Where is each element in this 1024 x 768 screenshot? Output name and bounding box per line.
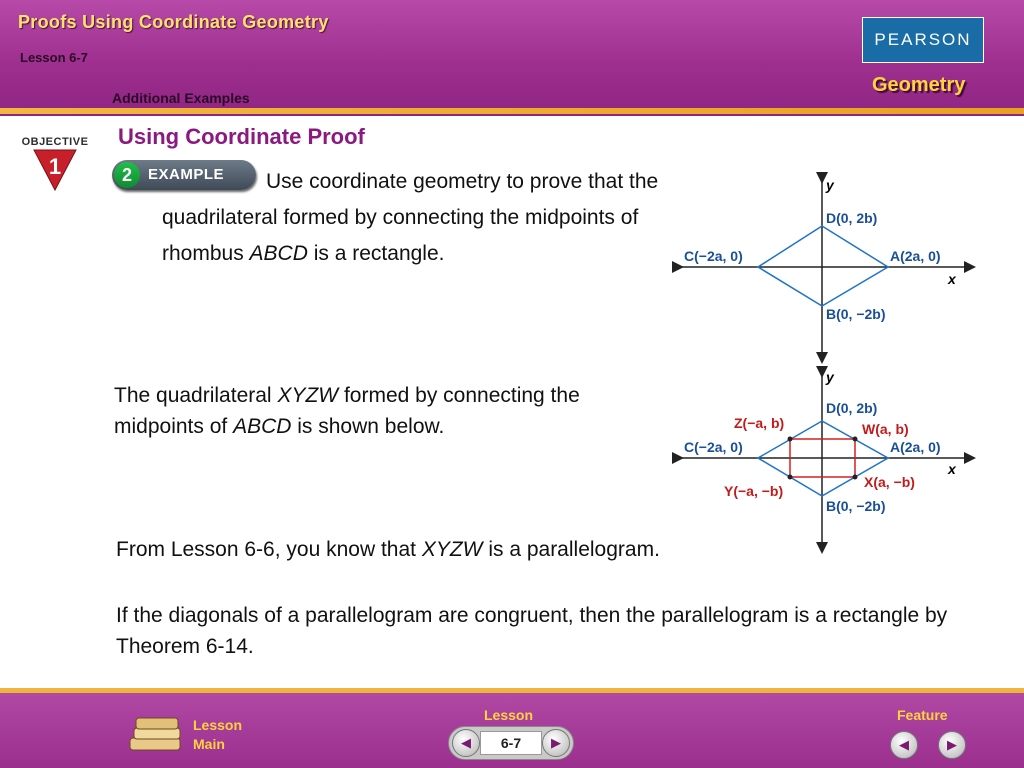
footer-stripe: [0, 688, 1024, 693]
problem-line-3-em: ABCD: [249, 242, 308, 265]
publisher-logo: PEARSON: [862, 17, 984, 63]
point-y-dot: [788, 475, 793, 480]
midpoint-graph: [672, 366, 982, 554]
midpoint-line2-pre: midpoints of: [114, 415, 234, 438]
subtitle: Additional Examples: [112, 90, 250, 106]
midpoint-line-1: [114, 380, 580, 411]
problem-line-1: Use coordinate geometry to prove that the: [266, 170, 659, 193]
chevron-left-icon: ◀: [899, 737, 909, 752]
y-axis-label: y: [826, 177, 834, 193]
lesson-main-link[interactable]: [193, 716, 242, 754]
feature-next-button[interactable]: [938, 731, 966, 759]
point-d-label: D(0, 2b): [826, 400, 878, 416]
header-stripe: [0, 108, 1024, 114]
point-w-label: W(a, b): [862, 421, 909, 437]
problem-line-2: quadrilateral formed by connecting the midpoints of: [162, 206, 639, 229]
objective-label: OBJECTIVE: [21, 136, 89, 148]
midpoint-mid: formed by connecting the: [338, 384, 580, 407]
parallelogram-statement: [116, 532, 660, 568]
midpoint-line-2: [114, 411, 580, 442]
objective-badge: [20, 136, 90, 200]
course-name: Geometry: [872, 74, 966, 96]
chevron-right-icon: ▶: [551, 735, 561, 750]
lesson-nav-label: Lesson: [484, 707, 534, 723]
objective-number-icon: [32, 148, 78, 192]
page-title: Proofs Using Coordinate Geometry: [18, 12, 329, 32]
section-title: Using Coordinate Proof: [118, 124, 365, 149]
problem-line-3-post: is a rectangle.: [307, 242, 445, 265]
point-z-label: Z(−a, b): [734, 415, 785, 431]
point-x-label: X(a, −b): [864, 474, 915, 490]
feature-nav-label: Feature: [897, 707, 948, 723]
lesson-id: Lesson 6-7: [20, 50, 88, 65]
point-a-label: A(2a, 0): [890, 248, 941, 264]
point-b-label: B(0, −2b): [826, 306, 886, 322]
midpoint-em: XYZW: [277, 384, 339, 407]
point-d-label: D(0, 2b): [826, 210, 878, 226]
lesson-prev-button[interactable]: [452, 729, 480, 757]
rhombus-graph: [672, 172, 982, 364]
point-b-label: B(0, −2b): [826, 498, 886, 514]
point-z-dot: [788, 437, 793, 442]
lesson-main-line-1: Lesson: [193, 717, 243, 733]
point-x-dot: [853, 475, 858, 480]
parallelogram-em: XYZW: [421, 538, 483, 561]
lesson-number: 6-7: [480, 731, 542, 755]
point-a-label: A(2a, 0): [890, 439, 941, 455]
lesson-next-button[interactable]: [542, 729, 570, 757]
chevron-right-icon: ▶: [947, 737, 957, 752]
example-badge: [112, 160, 256, 190]
midpoint-line2-post: is shown below.: [291, 415, 445, 438]
problem-line-3: [162, 236, 444, 272]
objective-number: 1: [48, 154, 62, 179]
problem-line-3-pre: rhombus: [162, 242, 250, 265]
point-c-label: C(−2a, 0): [684, 439, 743, 455]
midpoint-line2-em: ABCD: [233, 415, 292, 438]
example-label: EXAMPLE: [148, 166, 225, 183]
books-icon[interactable]: [126, 712, 186, 756]
feature-prev-button[interactable]: [890, 731, 918, 759]
parallelogram-post: is a parallelogram.: [482, 538, 660, 561]
rhombus-abcd: [758, 226, 888, 306]
x-axis-label: x: [948, 271, 956, 287]
parallelogram-pre: From Lesson 6-6, you know that: [116, 538, 422, 561]
point-y-label: Y(−a, −b): [724, 483, 784, 499]
point-w-dot: [853, 437, 858, 442]
chevron-left-icon: ◀: [461, 735, 471, 750]
lesson-main-line-2: Main: [193, 736, 225, 752]
midpoint-pre: The quadrilateral: [114, 384, 278, 407]
x-axis-label: x: [948, 461, 956, 477]
theorem-statement: If the diagonals of a parallelogram are congruent, then the parallelogram is a rectangle by Theorem 6-14.: [116, 604, 948, 658]
y-axis-label: y: [826, 369, 834, 385]
example-number: 2: [114, 162, 140, 188]
point-c-label: C(−2a, 0): [684, 248, 743, 264]
midpoint-statement: [114, 380, 580, 442]
